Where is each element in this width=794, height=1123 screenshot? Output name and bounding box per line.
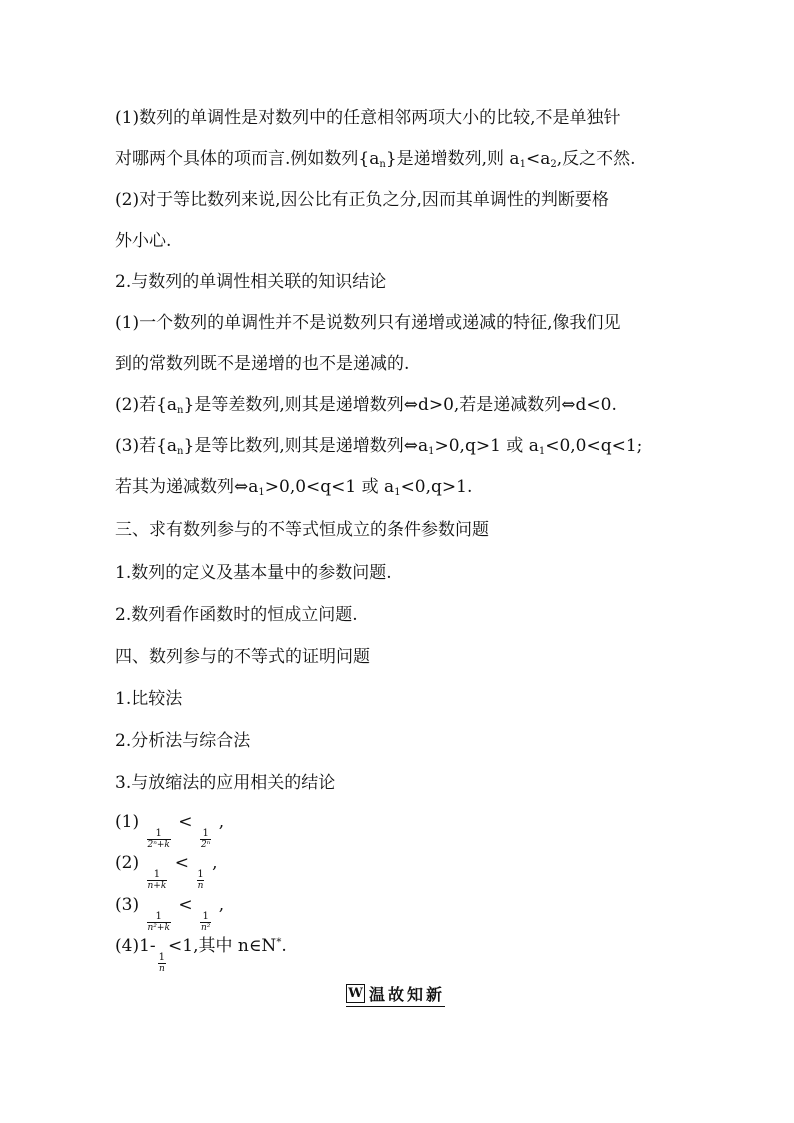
fraction: $\frac{1}{n}$ (158, 952, 166, 974)
text-line: 3.与放缩法的应用相关的结论 (115, 773, 336, 793)
text-line: 外小心. (115, 231, 172, 251)
text-line: (3)若$\{a_n\}$是等比数列,则其是递增数列$\Leftrightarrow a_1>0,q>1$ 或 $a_1<0,0<q<1$; (115, 436, 643, 457)
text-line: (2)对于等比数列来说,因公比有正负之分,因而其单调性的判断要格 (115, 190, 609, 210)
section-heading: 四、数列参与的不等式的证明问题 (115, 647, 370, 667)
fraction: $\frac{1}{\text{n²+k}}$ (147, 911, 170, 933)
fraction: $\frac{1}{\text{2ⁿ}}$ (200, 828, 211, 850)
text-line: 若其为递减数列$\Leftrightarrow a_1>0,0<q<1$ 或 $a_1<0,q>1$. (115, 477, 473, 498)
formula-line: (1) $\frac{1}{\text{2ⁿ+k}}$ < $\frac{1}{\text{2ⁿ}}$ , (115, 812, 225, 850)
section-heading: 三、求有数列参与的不等式恒成立的条件参数问题 (115, 520, 489, 540)
footer-title: 温故知新 (369, 985, 446, 1004)
section-footer (346, 982, 445, 1007)
fraction: $\frac{1}{n}$ (197, 869, 204, 891)
text-line: (1)一个数列的单调性并不是说数列只有递增或递减的特征,像我们见 (115, 313, 621, 333)
formula-line: (2) $\frac{1}{n+k}$ < $\frac{1}{n}$ , (115, 853, 218, 891)
text-line: 2.数列看作函数时的恒成立问题. (115, 605, 358, 625)
text-line: (1)数列的单调性是对数列中的任意相邻两项大小的比较,不是单独针 (115, 108, 621, 128)
fraction: $\frac{1}{\text{n²}}$ (200, 911, 211, 933)
fraction: $\frac{1}{n+k}$ (147, 869, 167, 891)
text-line: 2.分析法与综合法 (115, 731, 251, 751)
text-line: 1.比较法 (115, 689, 183, 709)
formula-line: (3) $\frac{1}{\text{n²+k}}$ < $\frac{1}{\text{n²}}$ , (115, 895, 225, 933)
text-line: 1.数列的定义及基本量中的参数问题. (115, 563, 392, 583)
text-line: (2)若$\{a_n\}$是等差数列,则其是递增数列⇔d>0,若是递减数列⇔d<0. (115, 395, 617, 416)
text-line: 对哪两个具体的项而言.例如数列$\{a_n\}$是递增数列,则 $a_1<a_2$,反之不然. (115, 149, 636, 170)
fraction: $\frac{1}{\text{2ⁿ+k}}$ (147, 828, 170, 850)
text-line: 到的常数列既不是递增的也不是递减的. (115, 354, 410, 374)
w-logo-icon: W (346, 984, 365, 1003)
section-heading: 2.与数列的单调性相关联的知识结论 (115, 272, 387, 292)
formula-line: (4)1- $\frac{1}{n}$ <1,其中 n∈N*. (115, 936, 287, 974)
